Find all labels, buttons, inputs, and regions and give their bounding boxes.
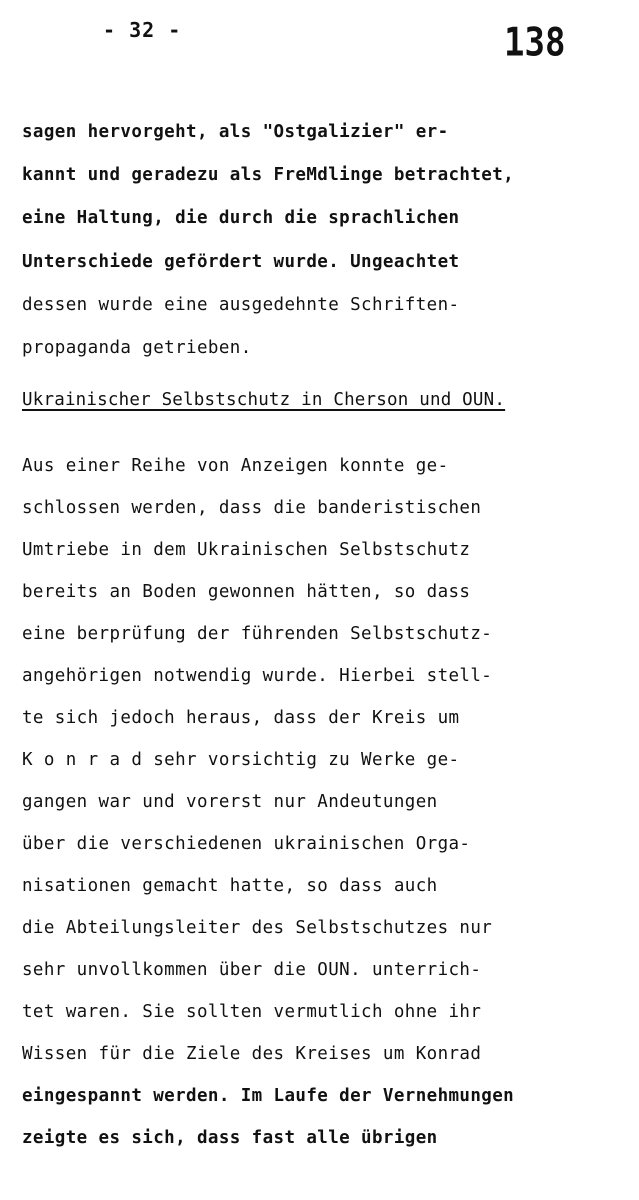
text-line: sehr unvollkommen über die OUN. unterrich- (22, 960, 482, 980)
text-line: Wissen für die Ziele des Kreises um Konrad (22, 1044, 482, 1064)
text-line: Unterschiede gefördert wurde. Ungeachtet (22, 252, 460, 272)
text-line: te sich jedoch heraus, dass der Kreis um (22, 708, 460, 728)
text-line: schlossen werden, dass die banderistischen (22, 498, 482, 518)
text-line: tet waren. Sie sollten vermutlich ohne ihr (22, 1002, 482, 1022)
text-line: eingespannt werden. Im Laufe der Vernehmungen (22, 1086, 515, 1106)
text-line: die Abteilungsleiter des Selbstschutzes nur (22, 918, 493, 938)
text-line: über die verschiedenen ukrainischen Orga- (22, 834, 471, 854)
text-line: kannt und geradezu als FreMdlinge betrachtet, (22, 165, 515, 185)
text-line: propaganda getrieben. (22, 338, 252, 358)
text-line: sagen hervorgeht, als "Ostgalizier" er- (22, 122, 449, 142)
page-number: - 32 - (103, 18, 182, 42)
text-line: Umtriebe in dem Ukrainischen Selbstschutz (22, 540, 471, 560)
text-line: K o n r a d sehr vorsichtig zu Werke ge- (22, 750, 460, 770)
text-line: Aus einer Reihe von Anzeigen konnte ge- (22, 456, 449, 476)
section-heading: Ukrainischer Selbstschutz in Cherson und OUN. (22, 390, 506, 410)
text-line: eine berprüfung der führenden Selbstschutz- (22, 624, 493, 644)
text-line: nisationen gemacht hatte, so dass auch (22, 876, 438, 896)
text-line: angehörigen notwendig wurde. Hierbei stell- (22, 666, 493, 686)
text-line: zeigte es sich, dass fast alle übrigen (22, 1128, 438, 1148)
text-line: bereits an Boden gewonnen hätten, so dass (22, 582, 471, 602)
text-line: dessen wurde eine ausgedehnte Schriften- (22, 295, 460, 315)
text-line: eine Haltung, die durch die sprachlichen (22, 208, 460, 228)
text-line: gangen war und vorerst nur Andeutungen (22, 792, 438, 812)
folio-number: 138 (504, 20, 566, 66)
